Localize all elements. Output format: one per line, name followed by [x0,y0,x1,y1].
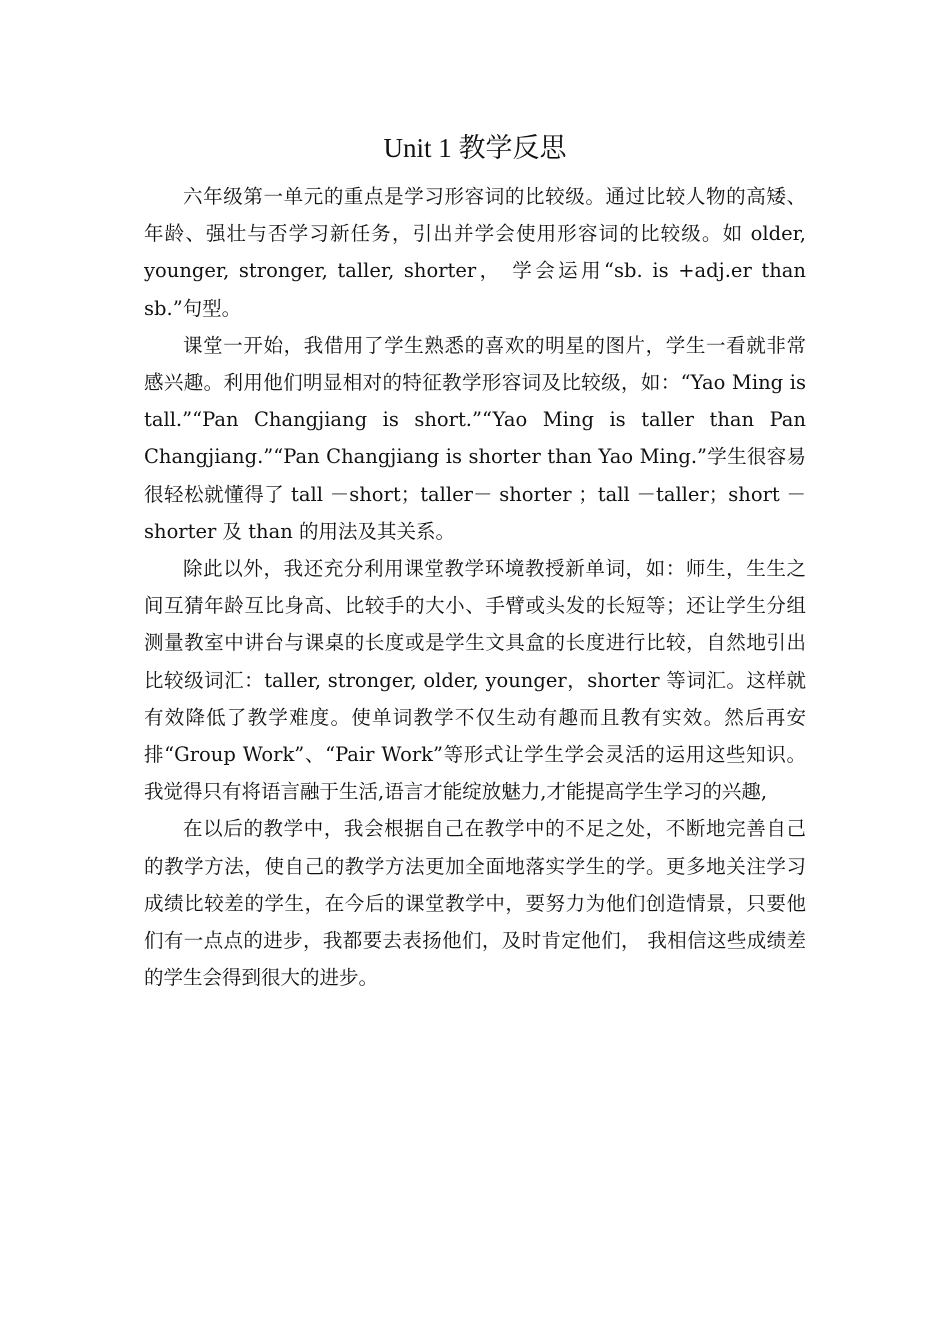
paragraph-2: 课堂一开始，我借用了学生熟悉的喜欢的明星的图片，学生一看就非常感兴趣。利用他们明显相对的特征教学形容词及比较级，如：“Yao Ming is tall.”“Pan Changjiang is short.”“Yao Ming is taller than Pan Changjiang.”“Pan Changjiang is shorter than Yao Ming.”学生很容易很轻松就懂得了 tall －short；taller－ shorter ；tall －taller；short －shorter 及 than 的用法及其关系。 [144,333,806,543]
document-page [144,128,806,996]
document-title: Unit 1 教学反思 [383,133,567,163]
paragraph-4: 在以后的教学中，我会根据自己在教学中的不足之处，不断地完善自己的教学方法，使自己的教学方法更加全面地落实学生的学。更多地关注学习成绩比较差的学生，在今后的课堂教学中，要努力为他们创造情景，只要他们有一点点的进步，我都要去表扬他们，及时肯定他们， 我相信这些成绩差的学生会得到很大的进步。 [144,817,806,990]
paragraph-3: 除此以外，我还充分利用课堂教学环境教授新单词，如：师生，生生之间互猜年龄互比身高、比较手的大小、手臂或头发的长短等；还让学生分组测量教室中讲台与课桌的长度或是学生文具盒的长度进行比较，自然地引出比较级词汇：taller, stronger, older, younger，shorter 等词汇。这样就有效降低了教学难度。使单词教学不仅生动有趣而且教有实效。然后再安排“Group Work”、“Pair Work”等形式让学生学会灵活的运用这些知识。我觉得只有将语言融于生活,语言才能绽放魅力,才能提高学生学习的兴趣, [144,557,806,804]
paragraph-1: 六年级第一单元的重点是学习形容词的比较级。通过比较人物的高矮、年龄、强壮与否学习新任务，引出并学会使用形容词的比较级。如 older, younger, stronger, taller, shorter， 学会运用“sb. is +adj.er than sb.”句型。 [144,185,806,320]
